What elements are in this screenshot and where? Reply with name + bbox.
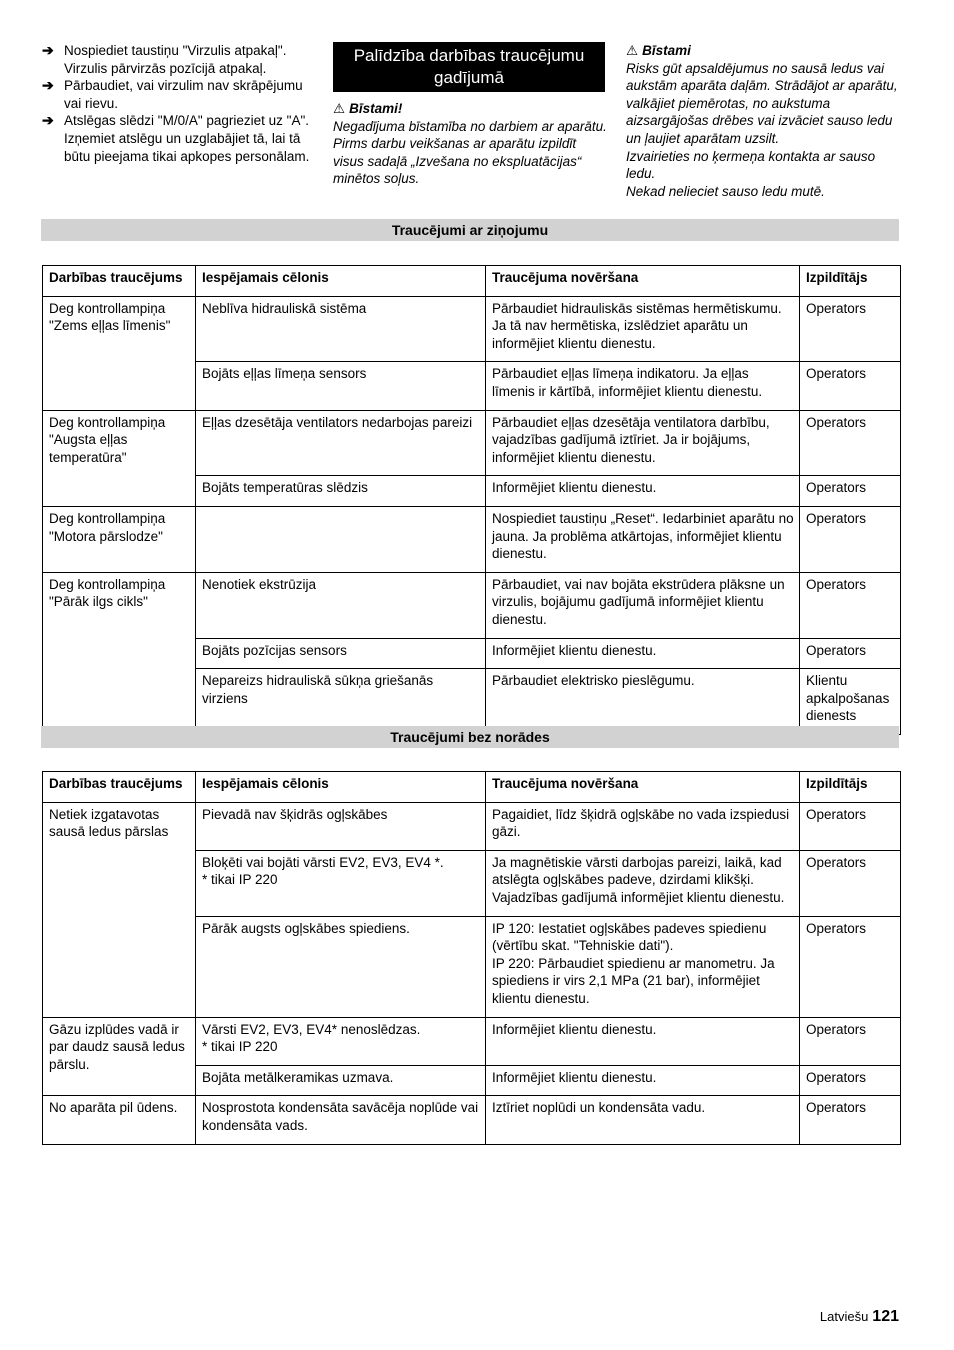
table-row xyxy=(43,1096,901,1144)
warning-triangle-icon: ⚠ xyxy=(333,101,346,116)
remedy-cell: Pārbaudiet hidrauliskās sistēmas hermētiskumu. Ja tā nav hermētiska, izslēdziet aparātu un informējiet klientu dienestu. xyxy=(486,296,800,362)
performer-cell: Operators xyxy=(800,802,901,850)
fault-cell: Deg kontrollampiņa "Motora pārslodze" xyxy=(43,506,196,572)
cause-cell: Pārāk augsts ogļskābes spiediens. xyxy=(196,916,486,1017)
remedy-cell: Pārbaudiet elektrisko pieslēgumu. xyxy=(486,669,800,735)
fault-cell: No aparāta pil ūdens. xyxy=(43,1096,196,1144)
fault-cell: Deg kontrollampiņa "Augsta eļļas temperatūra" xyxy=(43,410,196,506)
header-performer: Izpildītājs xyxy=(800,266,901,297)
cause-cell: Nepareizs hidrauliskā sūkņa griešanās virziens xyxy=(196,669,486,735)
remedy-cell: Informējiet klientu dienestu. xyxy=(486,638,800,669)
performer-cell: Operators xyxy=(800,476,901,507)
warning-line: Izvairieties no ķermeņa kontakta ar sauso ledu. xyxy=(626,148,876,182)
warning-triangle-icon: ⚠ xyxy=(626,43,639,58)
warning-line: Risks gūt apsaldējumus no sausā ledus vai aukstām aparāta daļām. Strādājot ar aparātu, valkājiet piemērotas, no aukstuma aizsargājošas drēbes vai izvāciet sauso ledu un ļaujiet aparātam uzsilt. xyxy=(626,60,898,146)
step-item: ➔ Nospiediet taustiņu "Virzulis atpakaļ". Virzulis pārvirzās pozīcijā atpakaļ. xyxy=(42,42,287,76)
arrow-right-icon: ➔ xyxy=(42,112,54,129)
fault-cell: Netiek izgatavotas sausā ledus pārslas xyxy=(43,802,196,1017)
intro-steps xyxy=(42,42,316,165)
header-remedy: Traucējuma novēršana xyxy=(486,266,800,297)
warning-title: ⚠ Bīstami! xyxy=(333,101,403,116)
header-fault: Darbības traucējums xyxy=(43,266,196,297)
performer-cell: Operators xyxy=(800,506,901,572)
performer-cell: Operators xyxy=(800,1096,901,1144)
remedy-cell: Pārbaudiet eļļas dzesētāja ventilatora darbību, vajadzības gadījumā iztīriet. Ja ir bojājums, informējiet klientu dienestu. xyxy=(486,410,800,476)
performer-cell: Operators xyxy=(800,410,901,476)
cause-cell: Nosprostota kondensāta savācēja noplūde vai kondensāta vads. xyxy=(196,1096,486,1144)
fault-cell: Deg kontrollampiņa "Pārāk ilgs cikls" xyxy=(43,572,196,734)
faults-without-message-table xyxy=(42,771,901,1145)
remedy-cell: Informējiet klientu dienestu. xyxy=(486,1065,800,1096)
table-header-row xyxy=(43,266,901,297)
table2-title: Traucējumi bez norādes xyxy=(41,726,899,748)
table-row xyxy=(43,506,901,572)
performer-cell: Klientu apkalpošanas dienests xyxy=(800,669,901,735)
cause-cell: Nenotiek ekstrūzija xyxy=(196,572,486,638)
help-section xyxy=(333,42,607,188)
table-row xyxy=(43,410,901,476)
arrow-right-icon: ➔ xyxy=(42,42,54,58)
page-footer xyxy=(820,1308,899,1326)
cause-cell: Vārsti EV2, EV3, EV4* nenoslēdzas. * tikai IP 220 xyxy=(196,1017,486,1065)
step-item: ➔ Pārbaudiet, vai virzulim nav skrāpējumu vai rievu. xyxy=(42,77,303,111)
warning-line: Nekad nelieciet sauso ledu mutē. xyxy=(626,183,825,199)
performer-cell: Operators xyxy=(800,296,901,362)
header-cause: Iespējamais cēlonis xyxy=(196,772,486,803)
cause-cell xyxy=(196,506,486,572)
performer-cell: Operators xyxy=(800,1065,901,1096)
header-cause: Iespējamais cēlonis xyxy=(196,266,486,297)
arrow-right-icon: ➔ xyxy=(42,77,54,94)
remedy-cell: Pārbaudiet, vai nav bojāta ekstrūdera plāksne un virzulis, bojājumu gadījumā informējiet klientu dienestu. xyxy=(486,572,800,638)
performer-cell: Operators xyxy=(800,1017,901,1065)
cause-cell: Bojāts pozīcijas sensors xyxy=(196,638,486,669)
warning-text: Negadījuma bīstamība no darbiem ar aparātu. Pirms darbu veikšanas ar aparātu izpildīt visus sadaļā „Izvešana no ekspluatācijas“ minētos soļus. xyxy=(333,118,607,187)
cause-cell: Eļļas dzesētāja ventilators nedarbojas pareizi xyxy=(196,410,486,476)
header-fault: Darbības traucējums xyxy=(43,772,196,803)
cause-cell: Bloķēti vai bojāti vārsti EV2, EV3, EV4 *. * tikai IP 220 xyxy=(196,850,486,916)
footer-language: Latviešu xyxy=(819,1309,869,1324)
table1-title: Traucējumi ar ziņojumu xyxy=(41,219,899,241)
header-performer: Izpildītājs xyxy=(800,772,901,803)
table-row xyxy=(43,296,901,362)
fault-cell: Deg kontrollampiņa "Zems eļļas līmenis" xyxy=(43,296,196,410)
step-item: ➔ Atslēgas slēdzi "M/0/A" pagrieziet uz "A". Izņemiet atslēgu un uzglabājiet tā, lai tā būtu pieejama tikai apkopes personālam. xyxy=(42,112,310,164)
header-remedy: Traucējuma novēršana xyxy=(486,772,800,803)
performer-cell: Operators xyxy=(800,916,901,1017)
danger-warning xyxy=(626,42,900,200)
section-heading: Palīdzība darbības traucējumu gadījumā xyxy=(333,42,605,92)
table-row xyxy=(43,1017,901,1065)
remedy-cell: Informējiet klientu dienestu. xyxy=(486,476,800,507)
table-row xyxy=(43,802,901,850)
performer-cell: Operators xyxy=(800,572,901,638)
cause-cell: Bojāts eļļas līmeņa sensors xyxy=(196,362,486,410)
performer-cell: Operators xyxy=(800,638,901,669)
remedy-cell: IP 120: Iestatiet ogļskābes padeves spiedienu (vērtību skat. "Tehniskie dati"). IP 220: Pārbaudiet spiedienu ar manometru. Ja spiediens ir virs 2,1 MPa (21 bar), informējiet klientu dienestu. xyxy=(486,916,800,1017)
fault-cell: Gāzu izplūdes vadā ir par daudz sausā ledus pārslu. xyxy=(43,1017,196,1096)
remedy-cell: Nospiediet taustiņu „Reset“. Iedarbiniet aparātu no jauna. Ja problēma atkārtojas, informējiet klientu dienestu. xyxy=(486,506,800,572)
cause-cell: Neblīva hidrauliskā sistēma xyxy=(196,296,486,362)
remedy-cell: Informējiet klientu dienestu. xyxy=(486,1017,800,1065)
remedy-cell: Iztīriet noplūdi un kondensāta vadu. xyxy=(486,1096,800,1144)
performer-cell: Operators xyxy=(800,850,901,916)
warning-title: ⚠ Bīstami xyxy=(626,43,691,58)
cause-cell: Pievadā nav šķidrās ogļskābes xyxy=(196,802,486,850)
faults-with-message-table xyxy=(42,265,901,735)
cause-cell: Bojāts temperatūras slēdzis xyxy=(196,476,486,507)
cause-cell: Bojāta metālkeramikas uzmava. xyxy=(196,1065,486,1096)
remedy-cell: Pagaidiet, līdz šķidrā ogļskābe no vada izspiedusi gāzi. xyxy=(486,802,800,850)
table-row xyxy=(43,572,901,638)
page-number: 121 xyxy=(872,1308,899,1325)
performer-cell: Operators xyxy=(800,362,901,410)
table-header-row xyxy=(43,772,901,803)
remedy-cell: Pārbaudiet eļļas līmeņa indikatoru. Ja eļļas līmenis ir kārtībā, informējiet klientu dienestu. xyxy=(486,362,800,410)
remedy-cell: Ja magnētiskie vārsti darbojas pareizi, laikā, kad atslēgta ogļskābes padeve, dzirdami klikšķi. Vajadzības gadījumā informējiet klientu dienestu. xyxy=(486,850,800,916)
